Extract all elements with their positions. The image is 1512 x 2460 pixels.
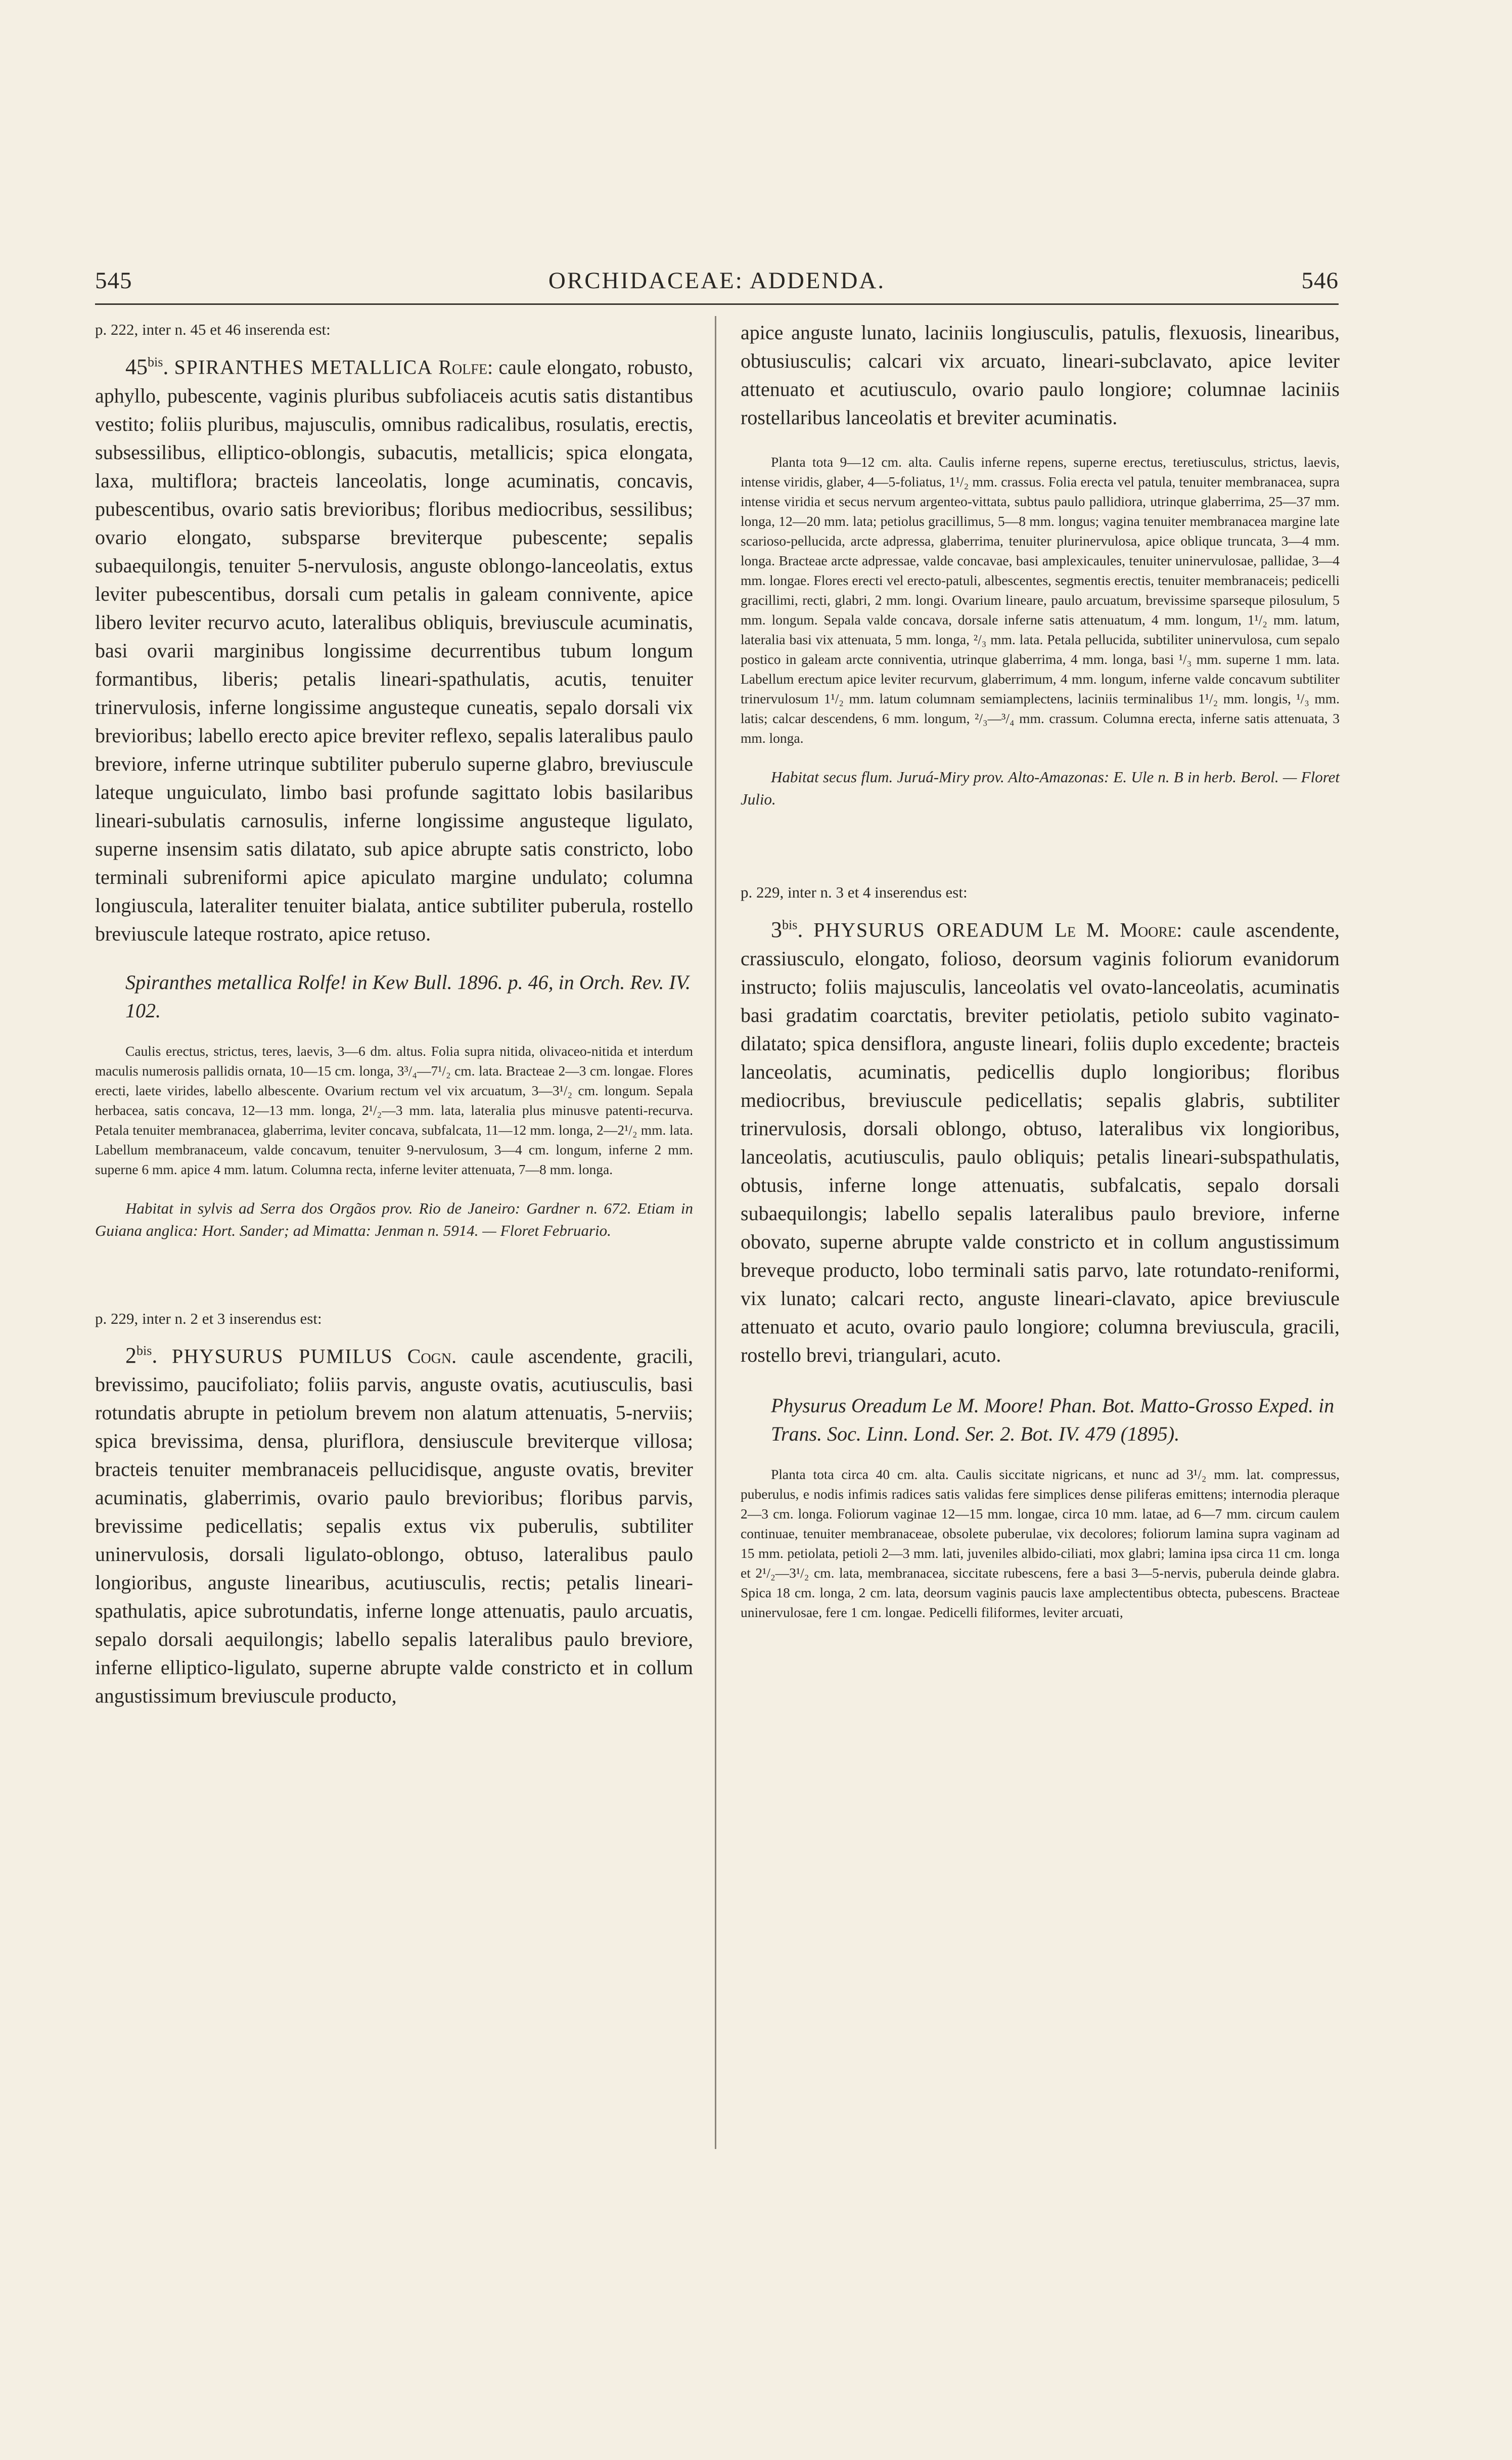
left-column (95, 319, 693, 1710)
species-name: SPIRANTHES METALLICA (174, 355, 433, 379)
insert-note: p. 229, inter n. 3 et 4 inserendus est: (741, 883, 968, 901)
detailed-description: Caulis erectus, strictus, teres, laevis, 3—6 dm. altus. Folia supra nitida, olivaceo-nitida et interdum maculis numerosis pallidis ornata, 10—15 cm. longa, 3³/₄—7¹/₂ cm. lata. Bracteae 2—3 cm. longae. Flores erecti, laete virides, labello albescente. Ovarium rectum vel vix arcuatum, 3—3¹/₂ cm. longum. Sepala herbacea, satis concava, 12—13 mm. longa, 2¹/₂—3 mm. lata, lateralia plus minusve patenti-recurva. Petala tenuiter membranacea, glaberrima, leviter concava, subfalcata, 11—12 mm. longa, 2—2¹/₂ mm. lata. Labellum membranaceum, valde concavum, tenuiter 9-nervulosum, 3—4 cm. longum, inferne 2 mm. superne 6 mm. apice 4 mm. latum. Columna recta, inferne leviter attenuata, 7—8 mm. longa. (95, 1043, 693, 1177)
right-column (741, 319, 1340, 1622)
species-author: Le M. Moore (1055, 918, 1177, 942)
column-divider (715, 316, 716, 2149)
insert-note: p. 222, inter n. 45 et 46 inserenda est: (95, 321, 331, 338)
entry-number: $45^{bis}$. (125, 354, 169, 379)
entry-number: $3^{bis}$. (771, 917, 803, 942)
entry-description (741, 911, 1340, 1369)
entry-description (95, 348, 693, 948)
entry-description (95, 1337, 693, 1711)
header-rule (95, 303, 1339, 305)
species-author: Cogn. (407, 1345, 457, 1368)
literature-citation: Spiranthes metallica Rolfe! in Kew Bull. 1896. p. 46, in Orch. Rev. IV. 102. (125, 970, 691, 1022)
detailed-description: Planta tota 9—12 cm. alta. Caulis inferne repens, superne erectus, teretiusculus, strictus, laevis, intense viridis, glaber, 4—5-foliatus, 1¹/₂ mm. crassus. Folia erecta vel patula, tenuiter membranacea, supra intense viridia et secus nervum argenteo-vittata, subtus paulo pallidiora, utrinque glaberrima, 25—37 mm. longa, 12—20 mm. lata; petiolus gracillimus, 5—8 mm. longus; vagina tenuiter membranacea margine late scarioso-pellucida, arcte adpressa, glaberrima, tenuiter plurinervulosa, apice oblique truncata, 3—4 mm. longa. Bracteae arcte adpressae, valde concavae, basi amplexicaules, tenuiter uninervulosae, pallidae, 3—4 mm. longae. Flores erecti vel erecto-patuli, albescentes, segmentis erectis, tenuiter membranaceis; pedicelli gracillimi, recti, glabri, 2 mm. longi. Ovarium lineare, paulo arcuatum, brevissime sparseque pilosulum, 5 mm. longum. Sepala valde concava, dorsale inferne satis attenuatum, 4 mm. longum, 1¹/₂ mm. latum, lateralia basi vix attenuata, 5 mm. longa, ²/₃ mm. lata. Petala pellucida, subtiliter uninervulosa, cum sepalo postico in galeam arcte conniventia, utrinque glaberrima, 4 mm. longa, basi ¹/₃ mm. superne 1 mm. lata. Labellum erectum apice leviter recurvum, glaberrimum, 4 mm. longum, inferne valde concavum subtiliter trinervulosum 1¹/₂ mm. latum columnam semiamplectens, laciniis terminalibus 1¹/₂ mm. longis, ¹/₃ mm. latis; calcar descendens, 6 mm. longum, ²/₃—³/₄ mm. crassum. Columna erecta, inferne satis attenuata, 3 mm. longa. (741, 454, 1340, 746)
page-number-right: 546 (1301, 267, 1339, 294)
description-text: caule ascendente, gracili, brevissimo, paucifoliato; foliis parvis, anguste ovatis, acutiusculis, basi rotundatis abrupte in petiolum brevem non alatum attenuatis, 5-nerviis; spica brevissima, densa, pluriflora, densiuscule breviterque villosa; bracteis tenuiter membranaceis pellucidisque, anguste ovatis, breviter acuminatis, glaberrimis, ovario paulo brevioribus; floribus parvis, brevissime pedicellatis; sepalis extus vix puberulis, subtiliter uninervulosis, dorsali ligulato-oblongo, obtuso, lateralibus paulo longioribus, anguste linearibus, acutiusculis, rectis; petalis lineari-spathulatis, apice subrotundatis, inferne longe attenuatis, paulo arcuatis, sepalo dorsali aequilongis; labello sepalis lateralibus paulo breviore, inferne elliptico-ligulato, superne abrupte valde constricto et in collum angustissimum breviuscule producto, (95, 1345, 693, 1708)
detailed-description: Planta tota circa 40 cm. alta. Caulis siccitate nigricans, et nunc ad 3¹/₂ mm. lat. compressus, puberulus, e nodis infimis radices satis validas fere simplices dense piliferas emittens; internodia pleraque 2—3 cm. longa. Foliorum vaginae 12—15 mm. longae, circa 10 mm. latae, ad 6—7 mm. circum caulem continuae, tenuiter membranaceae, obsolete puberulae, vix decolores; foliorum lamina supra vaginam ad 15 mm. petiolata, petioli 2—3 mm. lati, juveniles albido-ciliati, mox glabri; lamina ipsa circa 11 cm. longa et 2¹/₂—3¹/₂ cm. lata, membranacea, siccitate rubescens, fere a basi 3—5-nervis, puberula deinde glabra. Spica 18 cm. longa, 2 cm. lata, deorsum vaginis paucis laxe amplectentibus obtecta, pubescens. Bracteae uninervulosae, fere 1 cm. longae. Pedicelli filiformes, leviter arcuati, (741, 1466, 1340, 1620)
habitat-note: Habitat in sylvis ad Serra dos Orgãos prov. Rio de Janeiro: Gardner n. 672. Etiam in Guiana anglica: Hort. Sander; ad Mimatta: Jenman n. 5914. — Floret Februario. (95, 1199, 693, 1239)
species-name: PHYSURUS OREADUM (813, 918, 1044, 942)
species-name: PHYSURUS PUMILUS (171, 1345, 393, 1368)
running-title: ORCHIDACEAE: ADDENDA. (548, 267, 886, 294)
habitat-note: Habitat secus flum. Juruá-Miry prov. Alto-Amazonas: E. Ule n. B in herb. Berol. — Floret Julio. (741, 768, 1340, 808)
description-text: : caule elongato, robusto, aphyllo, pubescente, vaginis pluribus subfoliaceis acutis satis distantibus vestito; foliis pluribus, majusculis, omnibus radicalibus, rosulatis, erectis, subsessilibus, elliptico-oblongis, subacutis, metallicis; spica elongata, laxa, multiflora; bracteis lanceolatis, longe acuminatis, concavis, pubescentibus, ovario satis brevioribus; floribus mediocribus, sessilibus; ovario elongato, subsparse breviterque pubescente; sepalis subaequilongis, tenuiter 5-nervulosis, anguste oblongo-lanceolatis, extus leviter pubescentibus, dorsali cum petalis in galeam connivente, apice libero leviter recurvo acuto, lateralibus obliquis, breviuscule acuminatis, basi ovarii marginibus longissime decurrentibus tubum longum formantibus, liberis; petalis lineari-spathulatis, acutis, tenuiter trinervulosis, inferne longissime angusteque cuneatis, sepalo dorsali vix brevioribus; labello erecto apice breviter reflexo, sepalis lateralibus paulo breviore, inferne utrinque subtiliter puberulo superne glabro, breviuscule lateque unguiculato, limbo basi profunde sagittato lobis basilaribus lineari-subulatis carnosulis, inferne longissime angusteque ligulato, superne insensim satis dilatato, sub apice abrupte satis constricto, lobo terminali subreniformi apice apiculato margine undulato; columna longiuscula, lateraliter tenuiter bialata, antice subtiliter puberula, rostello breviuscule lateque rostrato, apice retuso. (95, 355, 693, 945)
literature-citation: Physurus Oreadum Le M. Moore! Phan. Bot. Matto-Grosso Exped. in Trans. Soc. Linn. Lond. Ser. 2. Bot. IV. 479 (1895). (771, 1394, 1335, 1445)
entry-description-continued: apice anguste lunato, laciniis longiusculis, patulis, flexuosis, linearibus, obtusiusculis; calcari vix arcuato, lineari-subclavato, apice leviter attenuato et acutiusculo, ovario paulo longiore; columnae laciniis rostellaribus lanceolatis et breviter acuminatis. (741, 321, 1340, 429)
entry-number: $2^{bis}$. (125, 1343, 158, 1368)
species-author: Rolfe (438, 355, 487, 379)
description-text: : caule ascendente, crassiusculo, elongato, folioso, deorsum vaginis foliorum evanidorum instructo; foliis majusculis, lanceolatis vel ovato-lanceolatis, acuminatis basi gradatim coarctatis, breviter petiolatis, petiolo subito vaginato-dilatato; spica densiflora, anguste lineari, foliis duplo excedente; bracteis lanceolatis, acuminatis, pedicellis duplo longioribus; floribus mediocribus, breviuscule pedicellatis; sepalis glabris, subtiliter trinervulosis, dorsali oblongo, obtuso, lateralibus vix longioribus, lanceolatis, acutiusculis, paulo obliquis; petalis lineari-subspathulatis, obtusis, inferne longe attenuatis, subfalcatis, sepalo dorsali subaequilongis; labello sepalis lateralibus paulo breviore, inferne obovato, superne abrupte valde constricto et in collum angustissimum breveque producto, lobo terminali satis parvo, late rotundato-reniformi, vix lunato; calcari recto, anguste lineari-clavato, apice breviuscule attenuato et acuto, ovario paulo longiore; columna breviuscula, gracili, rostello brevi, triangulari, acuto. (741, 918, 1340, 1366)
page-header (95, 267, 1339, 302)
page-number-left: 545 (95, 267, 132, 294)
insert-note: p. 229, inter n. 2 et 3 inserendus est: (95, 1309, 322, 1327)
